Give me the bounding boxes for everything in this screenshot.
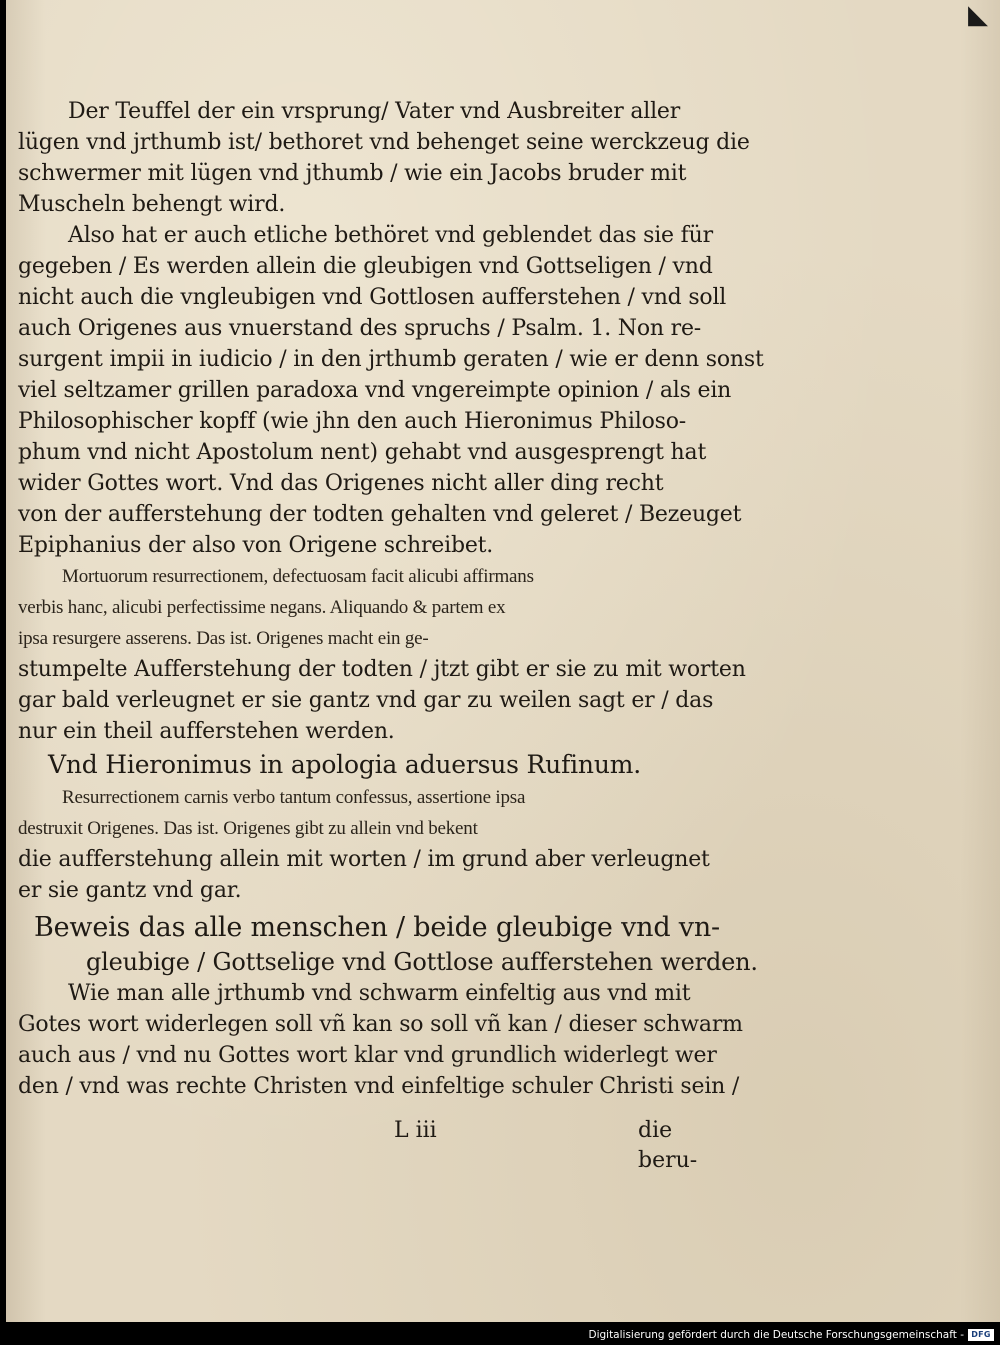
text-line: phum vnd nicht Apostolum nent) gehabt vnd ausgesprengt hat — [18, 440, 707, 465]
funding-credit: Digitalisierung gefördert durch die Deutsche Forschungsgemeinschaft - — [588, 1329, 964, 1341]
page-text — [18, 96, 764, 1102]
text-line: Also hat er auch etliche bethöret vnd geblendet das sie für — [68, 223, 713, 248]
text-line: nur ein theil aufferstehen werden. — [18, 719, 395, 744]
dfg-logo-icon: DFG — [968, 1329, 994, 1341]
text-line: gegeben / Es werden allein die gleubigen vnd Gottseligen / vnd — [18, 254, 713, 279]
text-line: schwermer mit lügen vnd jthumb / wie ein Jacobs bruder mit — [18, 161, 687, 186]
section-heading: Beweis das alle menschen / beide gleubige vnd vn- — [34, 912, 720, 943]
text-line: Epiphanius der also von Origene schreibet. — [18, 533, 494, 558]
latin-quote-line: Mortuorum resurrectionem, defectuosam facit alicubi affirmans — [62, 566, 534, 587]
text-line: Philosophischer kopff (wie jhn den auch Hieronimus Philoso- — [18, 409, 686, 434]
text-line: von der aufferstehung der todten gehalten vnd geleret / Bezeuget — [18, 502, 742, 527]
text-line: nicht auch die vngleubigen vnd Gottlosen aufferstehen / vnd soll — [18, 285, 727, 310]
text-line: Muscheln behengt wird. — [18, 192, 286, 217]
section-heading: Vnd Hieronimus in apologia aduersus Rufinum. — [48, 750, 641, 779]
section-heading-continued: gleubige / Gottselige vnd Gottlose aufferstehen werden. — [86, 948, 758, 976]
latin-quote-line: verbis hanc, alicubi perfectissime negans. Aliquando & partem ex — [18, 597, 506, 618]
text-line: auch Origenes aus vnuerstand des spruchs / Psalm. 1. Non re- — [18, 316, 702, 341]
signature-mark: L iii — [394, 1118, 437, 1143]
text-line: stumpelte Aufferstehung der todten / jtzt gibt er sie zu mit worten — [18, 657, 746, 682]
text-line: den / vnd was rechte Christen vnd einfeltige schuler Christi sein / — [18, 1074, 740, 1099]
latin-quote-line: Resurrectionem carnis verbo tantum confessus, assertione ipsa — [62, 787, 526, 808]
text-line: surgent impii in iudicio / in den jrthumb geraten / wie er denn sonst — [18, 347, 764, 372]
text-line: er sie gantz vnd gar. — [18, 878, 242, 903]
text-line: gar bald verleugnet er sie gantz vnd gar zu weilen sagt er / das — [18, 688, 714, 713]
text-line: Wie man alle jrthumb vnd schwarm einfeltig aus vnd mit — [68, 981, 691, 1006]
text-line: Gotes wort widerlegen soll vñ kan so soll vñ kan / dieser schwarm — [18, 1012, 743, 1037]
text-line: lügen vnd jrthumb ist/ bethoret vnd behenget seine werckzeug die — [18, 130, 750, 155]
text-line: viel seltzamer grillen paradoxa vnd vngereimpte opinion / als ein — [18, 378, 732, 403]
text-line: auch aus / vnd nu Gottes wort klar vnd grundlich widerlegt wer — [18, 1043, 717, 1068]
page-corner-mark: ◣ — [968, 0, 988, 30]
catchword: die beru- — [638, 1118, 698, 1173]
text-line: die aufferstehung allein mit worten / im grund aber verleugnet — [18, 847, 710, 872]
latin-quote-line: ipsa resurgere asserens. Das ist. Origenes macht ein ge- — [18, 628, 429, 649]
text-line: Der Teuffel der ein vrsprung/ Vater vnd Ausbreiter aller — [68, 99, 681, 124]
page-foot-line — [18, 1116, 730, 1173]
text-line: wider Gottes wort. Vnd das Origenes nicht aller ding recht — [18, 471, 664, 496]
latin-quote-line: destruxit Origenes. Das ist. Origenes gibt zu allein vnd bekent — [18, 818, 478, 839]
